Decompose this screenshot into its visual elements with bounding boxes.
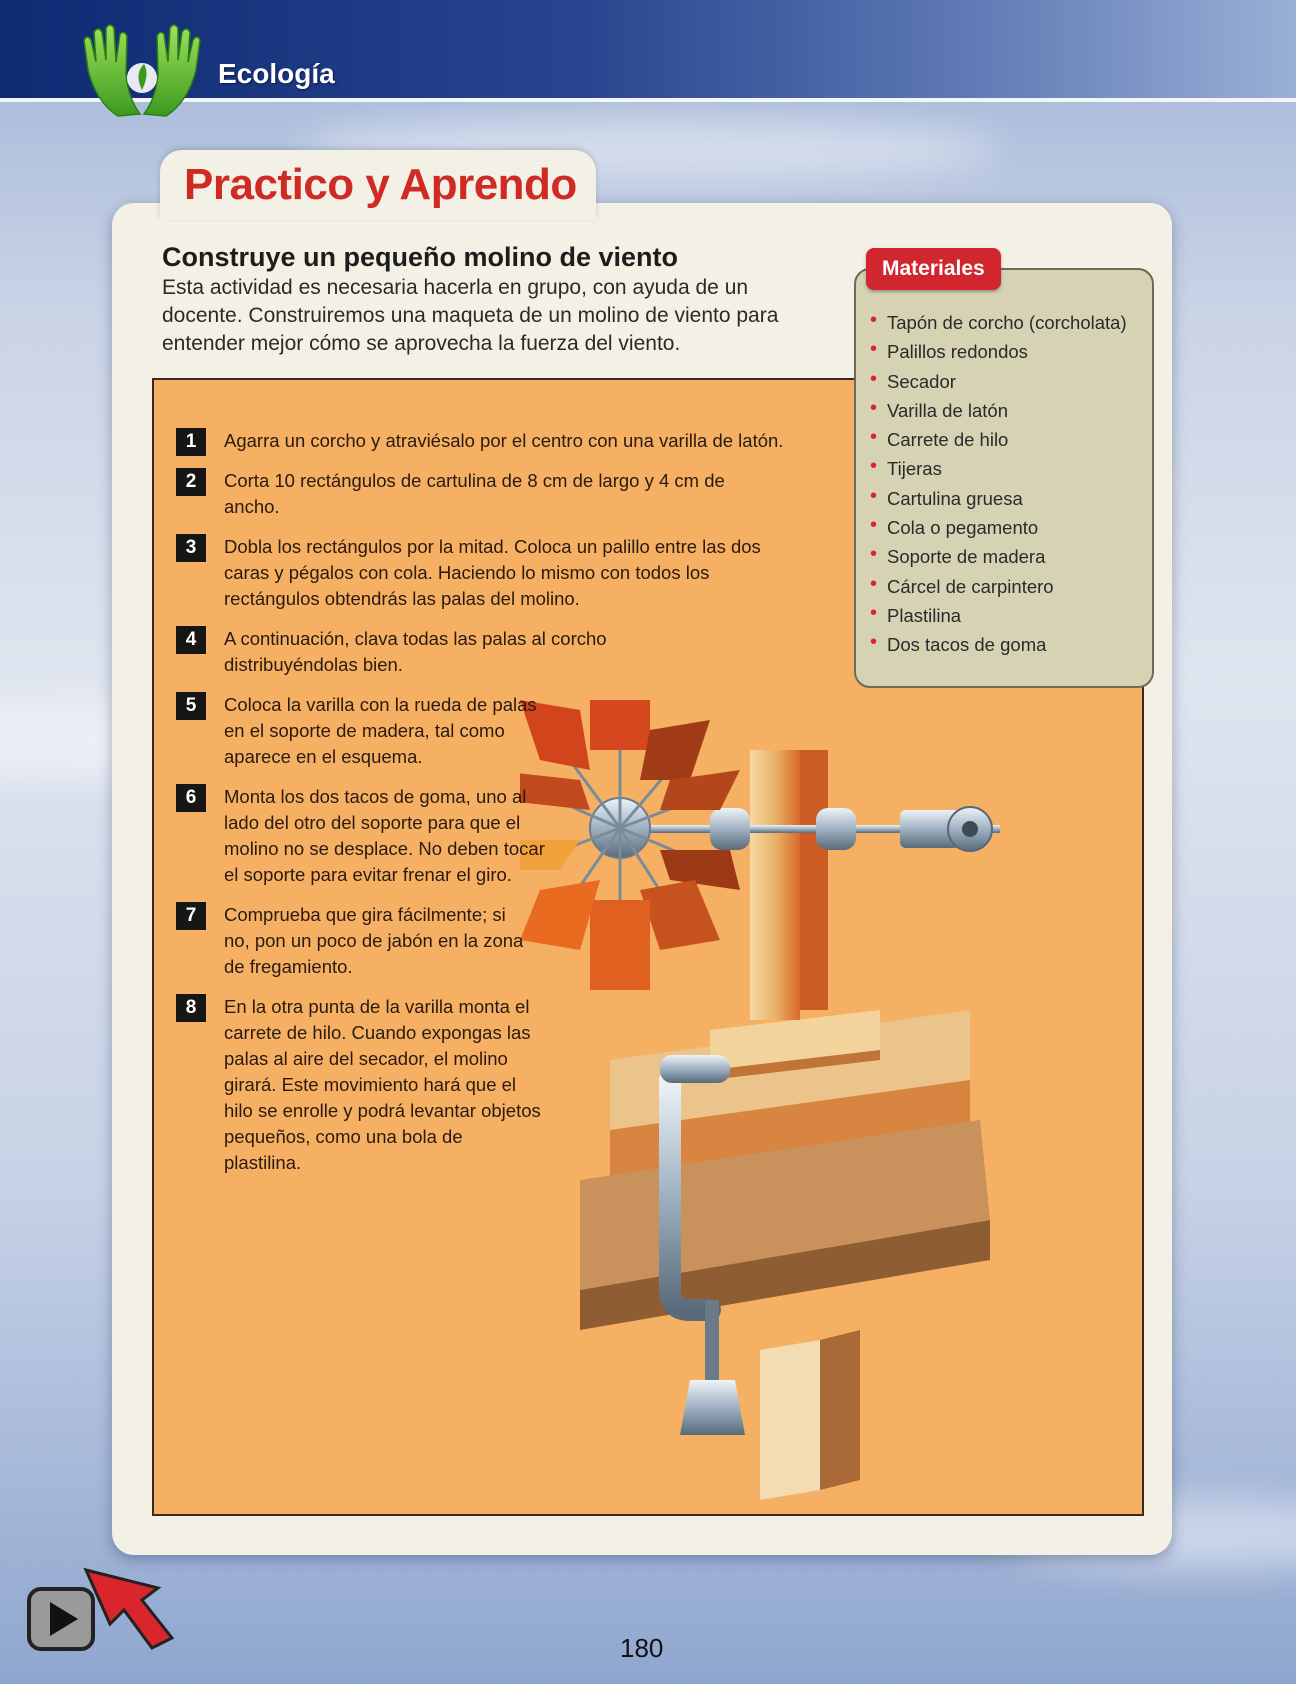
step-item: [176, 626, 624, 678]
step-number: 4: [176, 626, 206, 654]
red-arrow-icon[interactable]: [82, 1566, 178, 1650]
step-item: [176, 468, 784, 520]
materials-title: Materiales: [866, 248, 1001, 290]
step-number: 8: [176, 994, 206, 1022]
activity-title: Construye un pequeño molino de viento: [162, 242, 679, 272]
step-text: Agarra un corcho y atraviésalo por el centro con una varilla de latón.: [224, 430, 784, 451]
material-item: • Secador: [870, 367, 1127, 396]
step-text: Coloca la varilla con la rueda de palas en el soporte de madera, tal como aparece en el esquema.: [224, 694, 537, 767]
step-text: En la otra punta de la varilla monta el carrete de hilo. Cuando expongas las palas al aire del secador, el molino girará. Este movimiento hará que el hilo se enrolle y podrá levantar objetos pequeños, como una bola de plastilina.: [224, 996, 541, 1173]
step-number: 5: [176, 692, 206, 720]
activity-intro: Esta actividad es necesaria hacerla en grupo, con ayuda de un docente. Construiremos una maqueta de un molino de viento para entender mejor cómo se aprovecha la fuerza del viento.: [162, 276, 779, 355]
step-number: 3: [176, 534, 206, 562]
step-text: Monta los dos tacos de goma, uno al lado del otro del soporte para que el molino no se desplace. No deben tocar el soporte para evitar frenar el giro.: [224, 786, 545, 885]
material-item: • Tijeras: [870, 454, 1127, 483]
step-number: 2: [176, 468, 206, 496]
step-number: 6: [176, 784, 206, 812]
material-item: • Carrete de hilo: [870, 425, 1127, 454]
material-item: • Plastilina: [870, 601, 1127, 630]
steps-list: [176, 428, 784, 1176]
material-item: • Dos tacos de goma: [870, 630, 1127, 659]
materials-list: [870, 308, 1127, 660]
step-number: 1: [176, 428, 206, 456]
step-item: [176, 692, 554, 770]
material-item: • Soporte de madera: [870, 542, 1127, 571]
material-item: • Cárcel de carpintero: [870, 572, 1127, 601]
page-number: 180: [620, 1633, 664, 1663]
material-item: • Varilla de latón: [870, 396, 1127, 425]
step-item: [176, 902, 534, 980]
material-item: • Cartulina gruesa: [870, 484, 1127, 513]
section-label: Ecología: [218, 58, 335, 89]
green-hands-icon: [78, 18, 206, 120]
step-text: Comprueba que gira fácilmente; si no, pon un poco de jabón en la zona de fregamiento.: [224, 904, 524, 977]
step-item: [176, 784, 554, 888]
material-item: • Cola o pegamento: [870, 513, 1127, 542]
page-title: Practico y Aprendo: [184, 160, 577, 209]
step-text: Dobla los rectángulos por la mitad. Coloca un palillo entre las dos caras y pégalos con cola. Haciendo lo mismo con todos los rectángulos obtendrás las palas del molino.: [224, 536, 761, 609]
step-text: A continuación, clava todas las palas al corcho distribuyéndolas bien.: [224, 628, 607, 675]
material-item: • Tapón de corcho (corcholata): [870, 308, 1127, 337]
step-text: Corta 10 rectángulos de cartulina de 8 cm de largo y 4 cm de ancho.: [224, 470, 725, 517]
step-item: [176, 428, 784, 454]
step-item: [176, 994, 544, 1176]
material-item: • Palillos redondos: [870, 337, 1127, 366]
step-number: 7: [176, 902, 206, 930]
step-item: [176, 534, 784, 612]
